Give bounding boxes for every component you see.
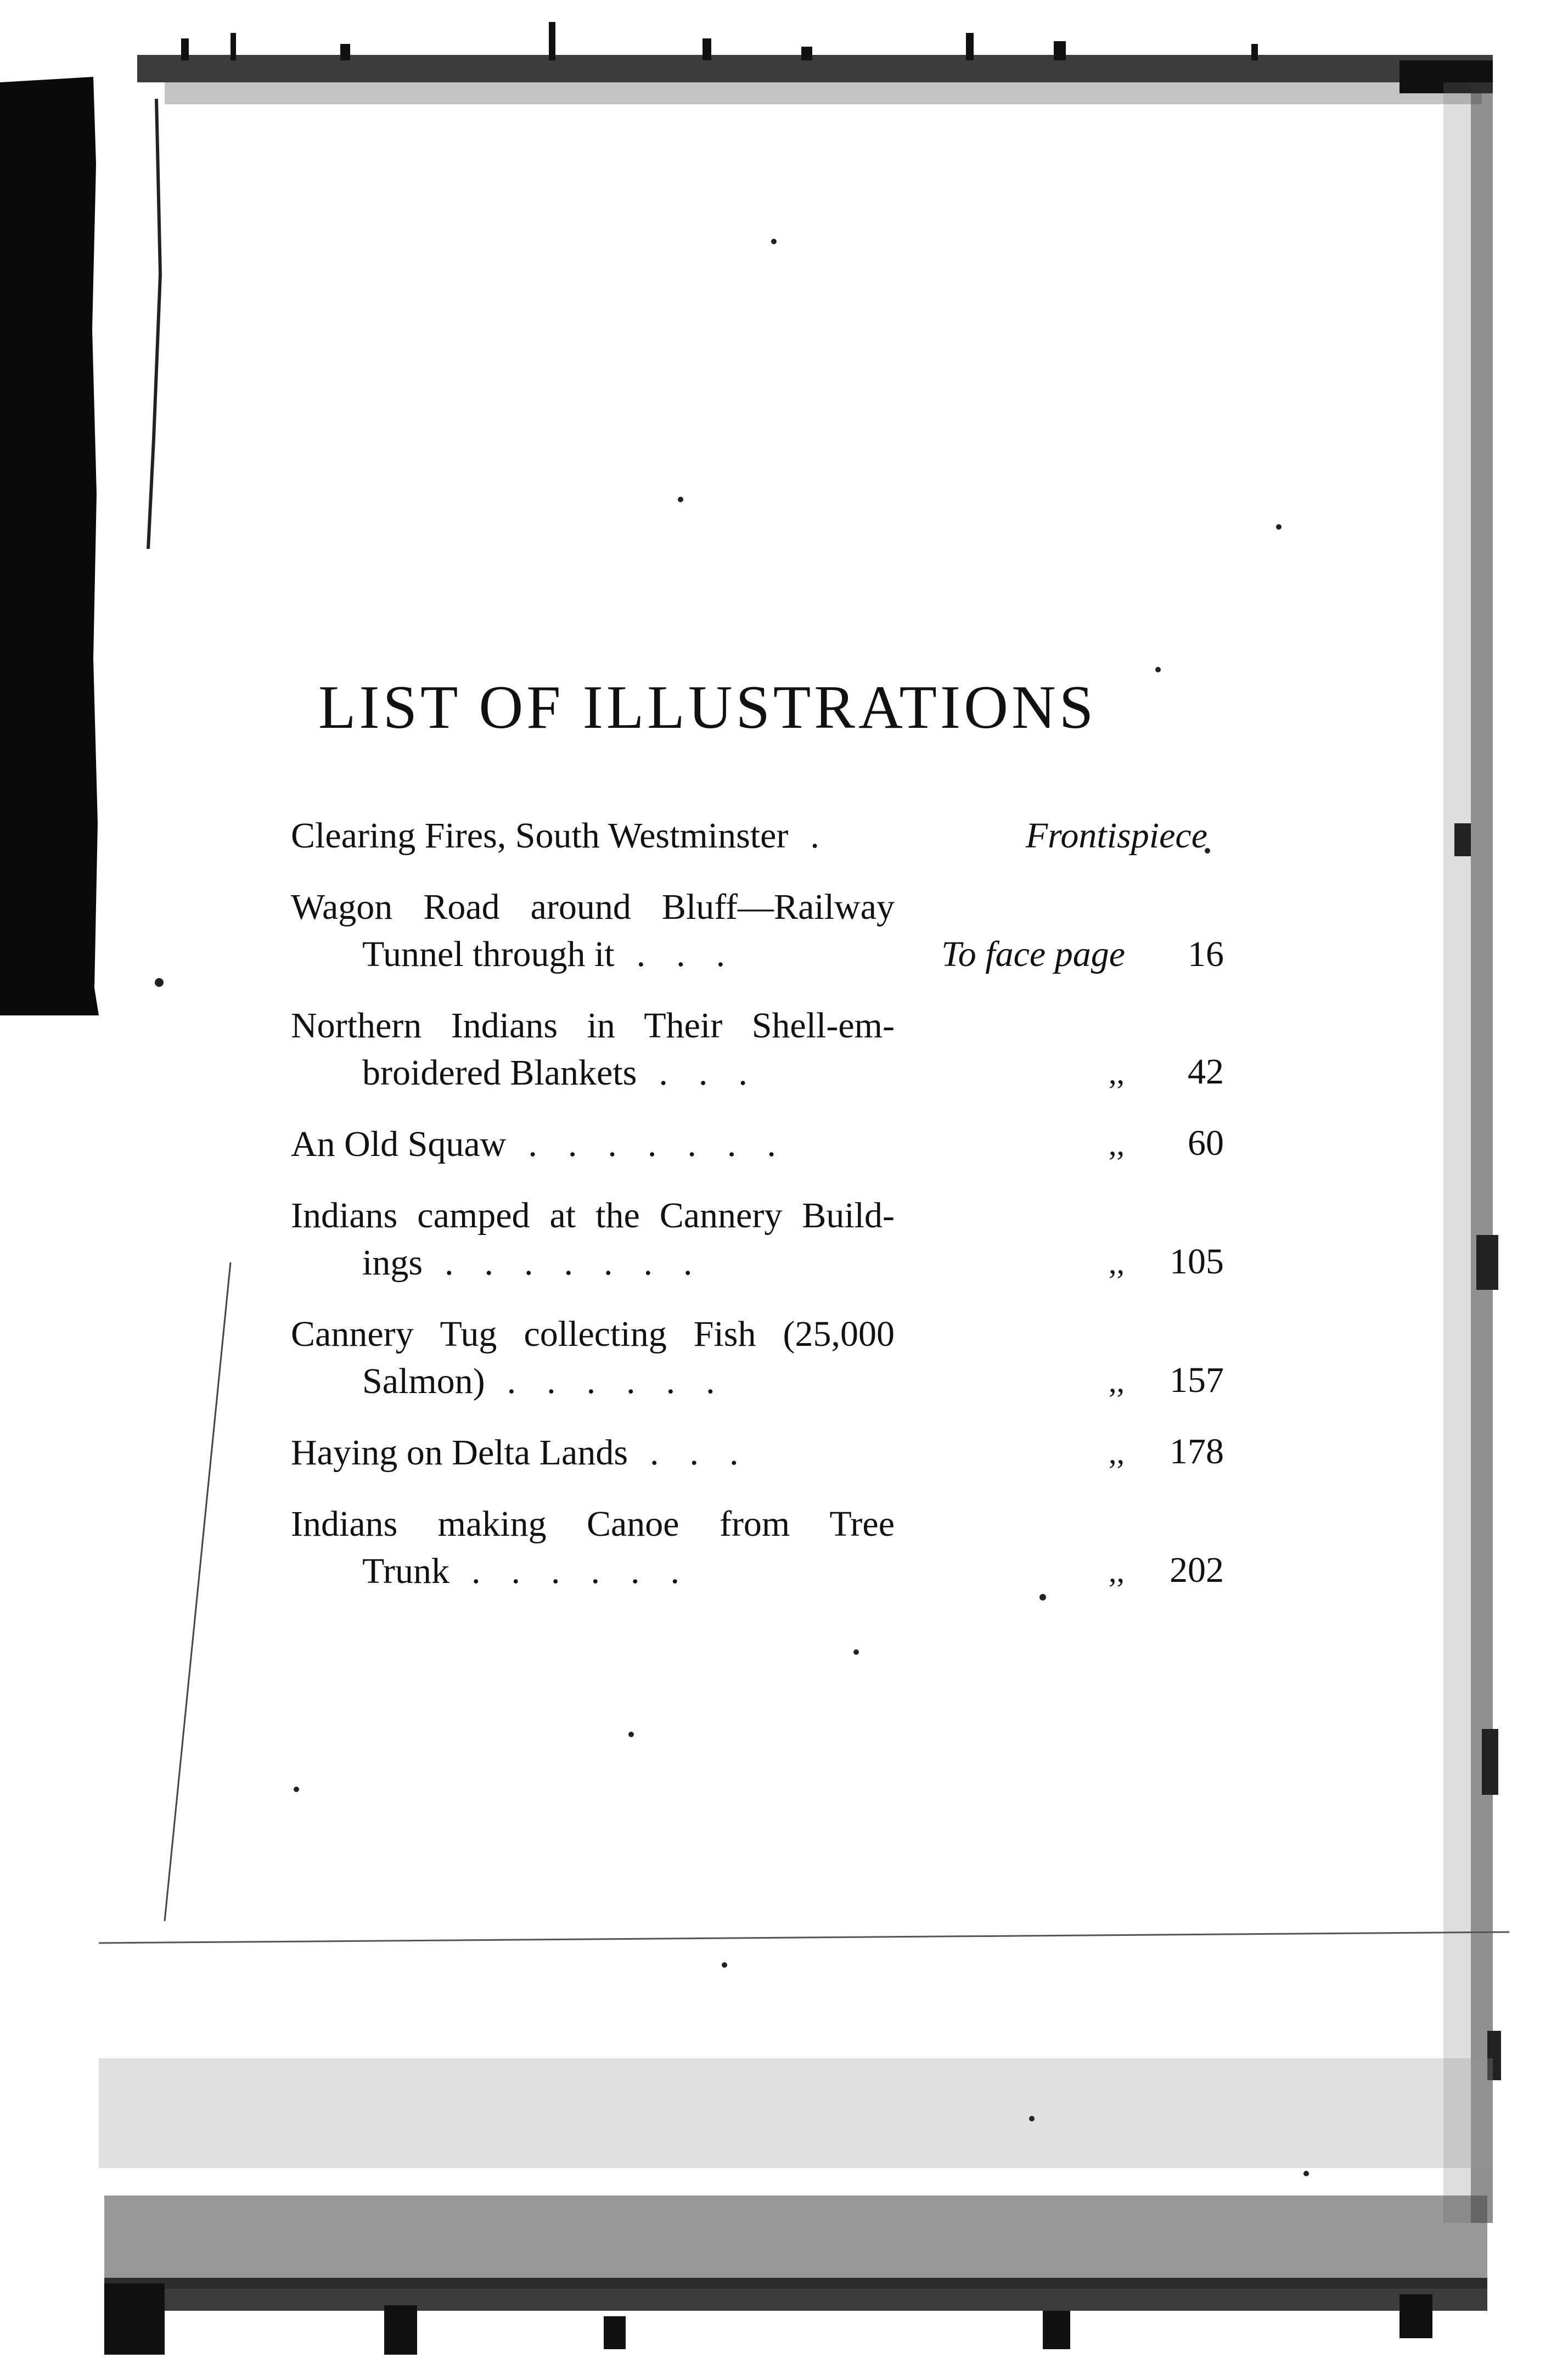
page-number: 105 [1170,1242,1224,1282]
leader-dots: ...... [507,1361,746,1401]
ditto-mark: ,, [1109,1055,1125,1091]
illustration-list [291,812,1224,1619]
page-number: 202 [1170,1550,1224,1590]
illustration-caption: Cannery Tug collecting Fish (25,000 [291,1314,895,1354]
illustration-caption: Wagon Road around Bluff—Railway [291,887,895,927]
ditto-mark: ,, [1109,1435,1125,1470]
leader-dots: . [810,816,850,856]
to-face-page-label: To face page [941,934,1125,974]
list-item [291,1501,1224,1595]
illustration-caption: Haying on Delta Lands [291,1433,628,1473]
list-item [291,1429,1224,1476]
ditto-mark: ,, [1109,1126,1125,1162]
page-number: 16 [1188,934,1224,974]
illustration-caption: Indians making Canoe from Tree [291,1504,895,1544]
list-item [291,884,1224,978]
ditto-mark: ,, [1109,1553,1125,1589]
frontispiece-label: Frontispiece [1025,816,1207,856]
illustration-caption-continued: Trunk [362,1551,449,1591]
illustration-caption-continued: ings [362,1243,423,1283]
list-item [291,1192,1224,1287]
ditto-mark: ,, [1109,1245,1125,1281]
list-item [291,1311,1224,1405]
list-item [291,1002,1224,1097]
leader-dots: ... [636,934,756,974]
illustration-caption-continued: Salmon) [362,1361,485,1401]
illustration-caption: An Old Squaw [291,1124,507,1164]
page-title: LIST OF ILLUSTRATIONS [318,673,1097,742]
page-number: 42 [1188,1052,1224,1092]
page-number: 157 [1170,1360,1224,1400]
page-number: 178 [1170,1431,1224,1472]
illustration-caption-continued: broidered Blankets [362,1053,637,1093]
leader-dots: ....... [528,1124,807,1164]
leader-dots: ....... [445,1243,723,1283]
leader-dots: ... [650,1433,769,1473]
leader-dots: ...... [471,1551,710,1591]
leader-dots: ... [659,1053,778,1093]
illustration-caption-continued: Tunnel through it [362,934,615,974]
illustration-caption: Indians camped at the Cannery Build- [291,1195,895,1236]
ditto-mark: ,, [1109,1363,1125,1399]
illustration-caption: Northern Indians in Their Shell-em- [291,1006,895,1046]
illustration-caption: Clearing Fires, South Westminster [291,816,789,856]
page-number: 60 [1188,1123,1224,1163]
list-item [291,1121,1224,1168]
list-item [291,812,1224,860]
